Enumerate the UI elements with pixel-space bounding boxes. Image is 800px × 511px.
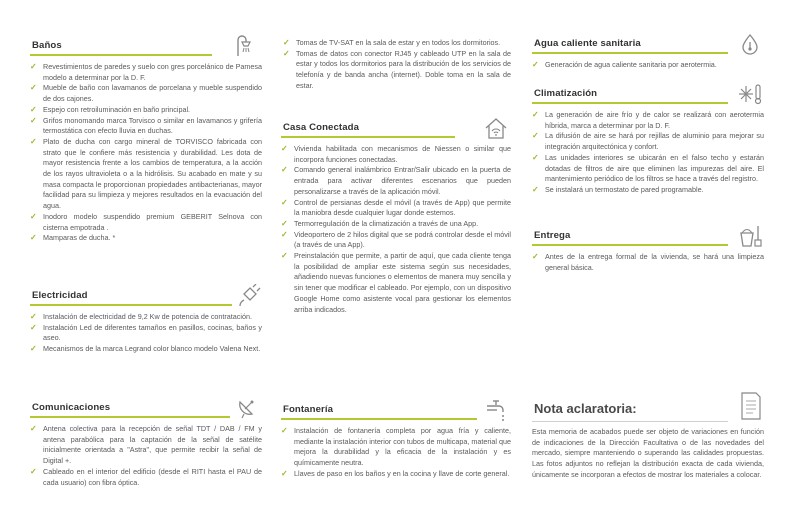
- list-item: ✓ Tomas de datos con conector RJ45 y cableado UTP en la sala de estar y todos los dormitorios para la distribución de los servicios de telefonía y de banda ancha (internet). Doble toma en la sala de estar.: [283, 48, 511, 90]
- list-item: ✓ Cableado en el interior del edificio (desde el RITI hasta el PAU de cada usuario) con fibra óptica.: [30, 466, 262, 487]
- list-item: ✓ Generación de agua caliente sanitaria por aerotermia.: [532, 60, 717, 69]
- section-title: Agua caliente sanitaria: [534, 38, 641, 49]
- section-nota: [532, 395, 764, 481]
- section-header: [30, 34, 262, 58]
- list-item: ✓ Mueble de baño con lavamanos de porcelana y mueble suspendido de dos cajones.: [30, 83, 262, 104]
- list-item: ✓ Tomas de TV-SAT en la sala de estar y en todos los dormitorios.: [283, 38, 501, 47]
- section-header: [30, 396, 262, 420]
- section-entrega: [532, 224, 764, 273]
- section-tomas: [283, 38, 511, 92]
- section-electricidad: [30, 284, 262, 355]
- list-item: ✓ Comando general inalámbrico Entrar/Salir ubicado en la puerta de entrada para activar diferentes escenarios que pueden personalizarse a través de la aplicación móvil.: [281, 165, 511, 196]
- list-item: ✓ Instalación de fontanería completa por agua fría y caliente, mediante la instalación interior con tubos de multicapa, material que mejora la durabilidad y la eficacia de la instalación y es químicamente neutra.: [281, 426, 511, 468]
- fontaneria-list: [281, 426, 511, 480]
- accent-line: [532, 102, 728, 104]
- list-item: ✓ La difusión de aire se hará por rejillas de aluminio para mejorar su integración arquitectónica y confort.: [532, 131, 764, 152]
- list-item: ✓ Videoportero de 2 hilos digital que se podrá controlar desde el móvil (a través de una App).: [281, 229, 511, 250]
- satellite-dish-icon: [234, 396, 260, 420]
- section-agua-caliente: [532, 32, 764, 71]
- list-item: ✓ Se instalará un termostato de pared programable.: [532, 184, 704, 194]
- shower-icon: [234, 34, 260, 58]
- list-item: ✓ Revestimientos de paredes y suelo con gres porcelánico de Pamesa modelo a determinar por la D. F.: [30, 62, 262, 82]
- electricidad-list: [30, 312, 262, 355]
- accent-line: [281, 418, 477, 420]
- nota-text: Esta memoria de acabados puede ser objeto de variaciones en función de indicaciones de la Dirección Facultativa o de las novedades del mercado, siempre manteniendo o superando las calidades propuestas. Las fotos adjuntos no reflejan la distribución exacta de cada vivienda, únicamente se incorporan a efectos de mostrar los materiales a colocar.: [532, 427, 764, 479]
- list-item: ✓ La generación de aire frío y de calor se realizará con aerotermia híbrida, marca a determinar por la D. F.: [532, 110, 764, 130]
- tomas-list: [283, 38, 511, 92]
- section-comunicaciones: [30, 396, 262, 488]
- accent-line: [532, 244, 728, 246]
- list-item: ✓ Mecanismos de la marca Legrand color blanco modelo Valena Next.: [30, 344, 261, 354]
- accent-line: [30, 54, 212, 56]
- water-drop-thermometer-icon: [738, 32, 764, 56]
- section-title: Casa Conectada: [283, 122, 360, 133]
- section-title: Baños: [32, 40, 62, 51]
- comunicaciones-list: [30, 424, 262, 488]
- accent-line: [30, 416, 230, 418]
- accent-line: [281, 136, 455, 138]
- section-header: [532, 82, 764, 106]
- list-item: ✓ Preinstalación que permite, a partir de aquí, que cada cliente tenga la posibilidad de ampliar este sistema según sus necesidades, añadiendo nuevas funciones o elementos de manera muy sencilla y sin tener que modificar el cableado. Por ejemplo, con un dispositivo Google Home como asistente vocal para gestionar los elementos arriba indicados.: [281, 251, 511, 314]
- agua-list: [532, 60, 764, 71]
- casa-list: [281, 144, 511, 315]
- section-banos: [30, 34, 262, 244]
- clima-list: [532, 110, 764, 196]
- list-item: ✓ Mamparas de ducha. *: [30, 233, 116, 243]
- snowflake-thermometer-icon: [738, 82, 764, 106]
- nota-title: Nota aclaratoria:: [534, 401, 637, 416]
- list-item: ✓ Antena colectiva para la recepción de señal TDT / DAB / FM y antena parabólica para la captación de la señal de satélite inicialmente orientada a "Astra", que permite recibir la señal de Digital +.: [30, 424, 262, 466]
- section-title: Fontanería: [283, 404, 334, 415]
- accent-line: [532, 52, 728, 54]
- cleaning-bucket-icon: [738, 224, 764, 248]
- section-title: Entrega: [534, 230, 571, 241]
- faucet-icon: [483, 398, 509, 422]
- list-item: ✓ Instalación Led de diferentes tamaños en pasillos, cocinas, baños y aseo.: [30, 322, 262, 343]
- list-item: ✓ Llaves de paso en los baños y en la cocina y llave de corte general.: [281, 468, 510, 478]
- section-casa-conectada: [281, 116, 511, 315]
- document-icon: [738, 391, 764, 421]
- section-title: Climatización: [534, 88, 598, 99]
- section-fontaneria: [281, 398, 511, 480]
- section-header: [281, 398, 511, 422]
- section-header: [532, 224, 764, 248]
- list-item: ✓ Vivienda habilitada con mecanismos de Niessen o similar que incorpora funciones conectadas.: [281, 144, 511, 164]
- list-item: ✓ Control de persianas desde el móvil (a través de App) que permite la maniobra desde cualquier lugar donde estemos.: [281, 197, 511, 218]
- list-item: ✓ Las unidades interiores se ubicarán en el falso techo y estarán dotadas de filtros de aire que eliminen las impurezas del aire. El mantenimiento periódico de los filtros se hace a través del registro.: [532, 152, 764, 184]
- section-title: Comunicaciones: [32, 402, 111, 413]
- list-item: ✓ Inodoro modelo suspendido premium GEBERIT Selnova con cisterna empotrada .: [30, 211, 262, 232]
- list-item: ✓ Espejo con retroiluminación en baño principal.: [30, 104, 191, 114]
- section-header: [281, 116, 511, 140]
- divider: [532, 421, 728, 422]
- list-item: ✓ Grifos monomando marca Torvisco o similar en lavamanos y grifería termostática con efecto lluvia en duchas.: [30, 115, 262, 136]
- accent-line: [30, 304, 232, 306]
- section-header: [532, 32, 764, 56]
- nota-header: [532, 395, 764, 423]
- list-item: ✓ Instalación de electricidad de 9,2 Kw de potencia de contratación.: [30, 312, 252, 321]
- section-header: [30, 284, 262, 308]
- list-item: ✓ Antes de la entrega formal de la vivienda, se hará una limpieza general básica.: [532, 252, 764, 272]
- section-title: Electricidad: [32, 290, 88, 301]
- entrega-list: [532, 252, 764, 273]
- banos-list: [30, 62, 262, 244]
- plug-icon: [236, 284, 262, 308]
- section-climatizacion: [532, 82, 764, 196]
- list-item: ✓ Plato de ducha con cargo mineral de TORVISCO fabricada con strato que le confiere más resistencia y durabilidad. Les dota de mayor resistencia frente a los cambios de temperatura, a la acción de los rayos ultravioleta o a la hidrólisis. Su acabado en mate y su masa compacta le proporcionan propiedades antibacterianas, mayor facilidad para su limpieza y mejores resultados en la evacuación del agua.: [30, 136, 262, 211]
- list-item: ✓ Termorregulación de la climatización a través de una App.: [281, 218, 479, 228]
- wifi-house-icon: [483, 116, 509, 140]
